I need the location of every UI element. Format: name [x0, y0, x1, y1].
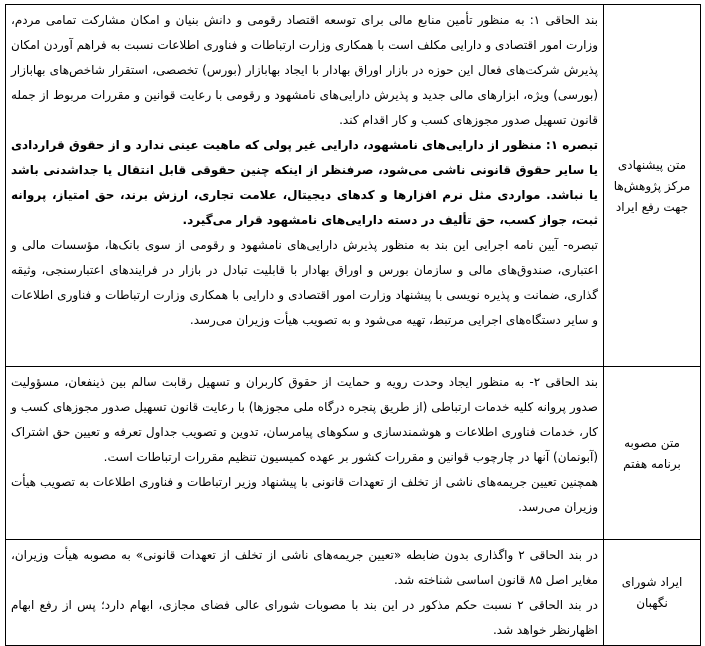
paragraph-objection-1: در بند الحاقی ۲ واگذاری بدون ضابطه «تعیین جریمه‌های ناشی از تخلف از تعهدات قانونی» به مصوبه هیأت وزیران، مغایر اصل ۸۵ قانون اساسی شناخته شد.: [11, 548, 598, 587]
table-row: [6, 367, 701, 540]
row-label-approved-text: متن مصوبه برنامه هفتم: [604, 367, 701, 540]
row-content-research-center: [6, 5, 604, 367]
paragraph-note-1: تبصره ۱: منظور از دارایی‌های نامشهود، دارایی غیر پولی که ماهیت عینی ندارد و از حقوق قراردادی یا سایر حقوق قانونی ناشی می‌شود، صرفنظر از اینکه چنین حقوقی قابل انتقال یا جداشدنی باشد یا نباشد. مواردی مثل نرم افزارها و کدهای دیجیتال، علامت تجاری، ارزش برند، حق امتیاز، پروانه ثبت، جواز کسب، حق تألیف در دسته دارایی‌های نامشهود قرار می‌گیرد.: [11, 138, 598, 227]
document-table: [5, 4, 701, 646]
paragraph-note-bylaw: تبصره- آیین نامه اجرایی این بند به منظور پذیرش دارایی‌های نامشهود و رقومی از سوی بانک‌ها، مؤسسات مالی و اعتباری، صندوق‌های مالی و سازمان بورس و اوراق بهادار با قابلیت تبادل در بازار در فرایندهای اعتبارسنجی، وثیقه گذاری، ضمانت و پذیره نویسی با پیشنهاد وزارت امور اقتصادی و دارایی با همکاری وزارت ارتباطات و فناوری اطلاعات و سایر دستگاه‌های اجرایی مرتبط، تهیه می‌شود و به تصویب هیأت وزیران می‌رسد.: [11, 238, 598, 327]
row-label-research-center: متن پیشنهادی مرکز پژوهش‌ها جهت رفع ایراد: [604, 5, 701, 367]
row-content-approved-text: [6, 367, 604, 540]
table-row: [6, 540, 701, 646]
row-label-guardian-council: ایراد شورای نگهبان: [604, 540, 701, 646]
paragraph-penalties: همچنین تعیین جریمه‌های ناشی از تخلف از تعهدات قانونی با پیشنهاد وزیر ارتباطات و فناوری اطلاعات به تصویب هیأت وزیران می‌رسد.: [11, 475, 598, 514]
paragraph-objection-2: در بند الحاقی ۲ نسبت حکم مذکور در این بند با مصوبات شورای عالی فضای مجازی، ابهام دارد؛ پس از رفع ابهام اظهارنظر خواهد شد.: [11, 598, 598, 637]
table-row: [6, 5, 701, 367]
paragraph-addendum-1: بند الحاقی ۱: به منظور تأمین منابع مالی برای توسعه اقتصاد رقومی و دانش بنیان و امکان مشارکت تمامی مردم، وزارت امور اقتصادی و دارایی مکلف است با همکاری وزارت ارتباطات و فناوری اطلاعات نسبت به فراهم آوردن امکان پذیرش شرکت‌های فعال این حوزه در بازار اوراق بهادار با ایجاد بهابازار (بورس) تخصصی، استقرار شاخص‌های بهابازار (بورسی) ویژه، ابزارهای مالی جدید و پذیرش دارایی‌های نامشهود و رقومی با رعایت قوانین و مقررات مربوط از جمله قانون تسهیل صدور مجوزهای کسب و کار اقدام کند.: [11, 13, 598, 127]
paragraph-addendum-2: بند الحاقی ۲- به منظور ایجاد وحدت رویه و حمایت از حقوق کاربران و تسهیل رقابت سالم بین ذینفعان، مسؤولیت صدور پروانه کلیه خدمات ارتباطی (از طریق پنجره درگاه ملی مجوزها) با رعایت قانون تسهیل صدور مجوزهای کسب و کار، خدمات فناوری اطلاعات و هوشمندسازی و سکوهای پیامرسان، تدوین و تصویب جداول تعرفه و تعیین حق اشتراک (آبونمان) آنها در چارچوب قوانین و مقررات کشور بر عهده کمیسیون تنظیم مقررات ارتباطات است.: [11, 375, 598, 464]
row-content-guardian-council: [6, 540, 604, 646]
